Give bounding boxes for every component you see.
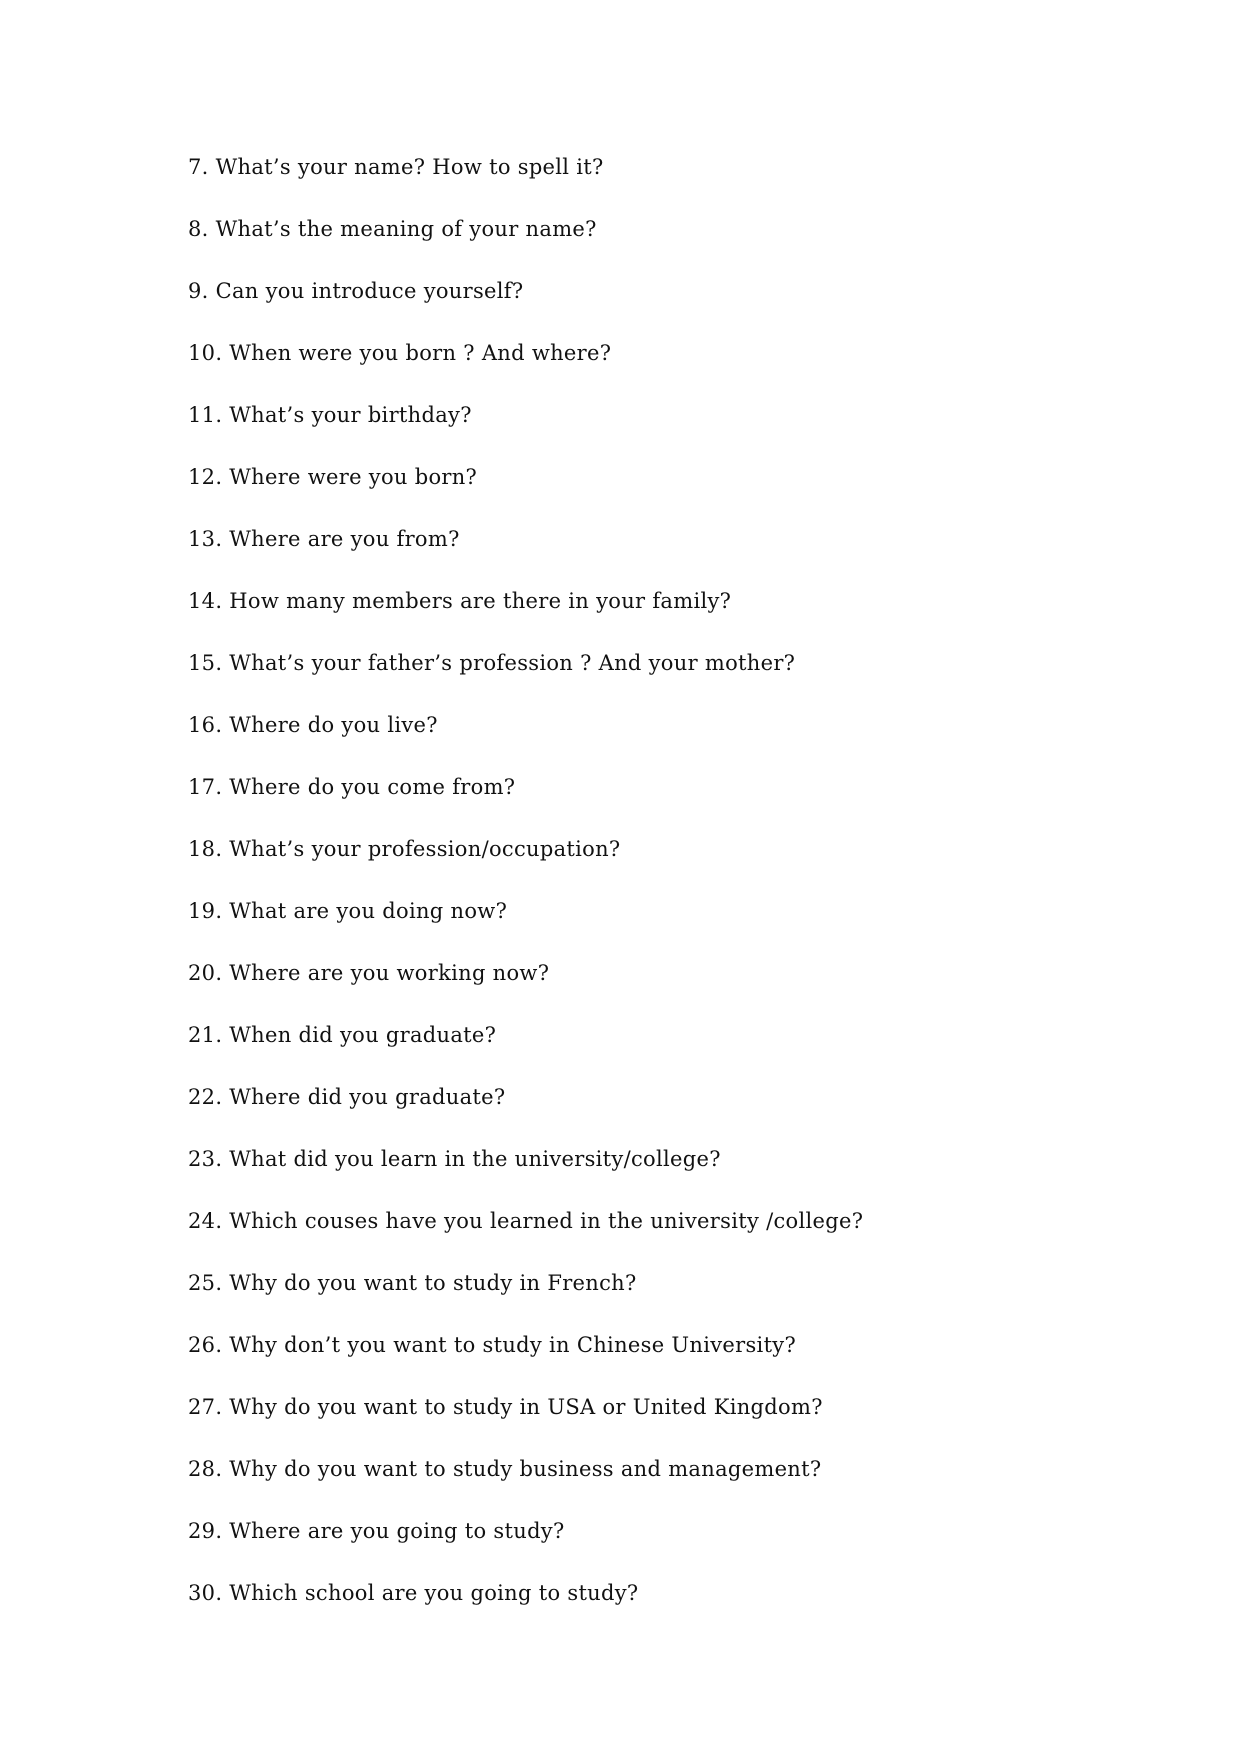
question-item-24: 24. Which couses have you learned in the university /college?	[188, 1209, 864, 1233]
question-item-8: 8. What’s the meaning of your name?	[188, 217, 597, 241]
question-item-9: 9. Can you introduce yourself?	[188, 279, 524, 303]
question-item-28: 28. Why do you want to study business and management?	[188, 1457, 822, 1481]
question-item-20: 20. Where are you working now?	[188, 961, 550, 985]
question-item-23: 23. What did you learn in the university/college?	[188, 1147, 721, 1171]
question-item-14: 14. How many members are there in your family?	[188, 589, 732, 613]
question-item-10: 10. When were you born ? And where?	[188, 341, 612, 365]
question-item-13: 13. Where are you from?	[188, 527, 460, 551]
question-item-12: 12. Where were you born?	[188, 465, 478, 489]
question-item-27: 27. Why do you want to study in USA or United Kingdom?	[188, 1395, 823, 1419]
question-item-21: 21. When did you graduate?	[188, 1023, 497, 1047]
question-item-17: 17. Where do you come from?	[188, 775, 516, 799]
question-item-25: 25. Why do you want to study in French?	[188, 1271, 637, 1295]
question-item-19: 19. What are you doing now?	[188, 899, 508, 923]
question-list	[188, 152, 863, 1640]
question-item-7: 7. What’s your name? How to spell it?	[188, 155, 604, 179]
question-item-29: 29. Where are you going to study?	[188, 1519, 565, 1543]
question-item-22: 22. Where did you graduate?	[188, 1085, 506, 1109]
question-item-18: 18. What’s your profession/occupation?	[188, 837, 621, 861]
question-item-26: 26. Why don’t you want to study in Chinese University?	[188, 1333, 797, 1357]
question-item-16: 16. Where do you live?	[188, 713, 438, 737]
question-item-11: 11. What’s your birthday?	[188, 403, 472, 427]
question-item-30: 30. Which school are you going to study?	[188, 1581, 639, 1605]
question-item-15: 15. What’s your father’s profession ? And your mother?	[188, 651, 796, 675]
